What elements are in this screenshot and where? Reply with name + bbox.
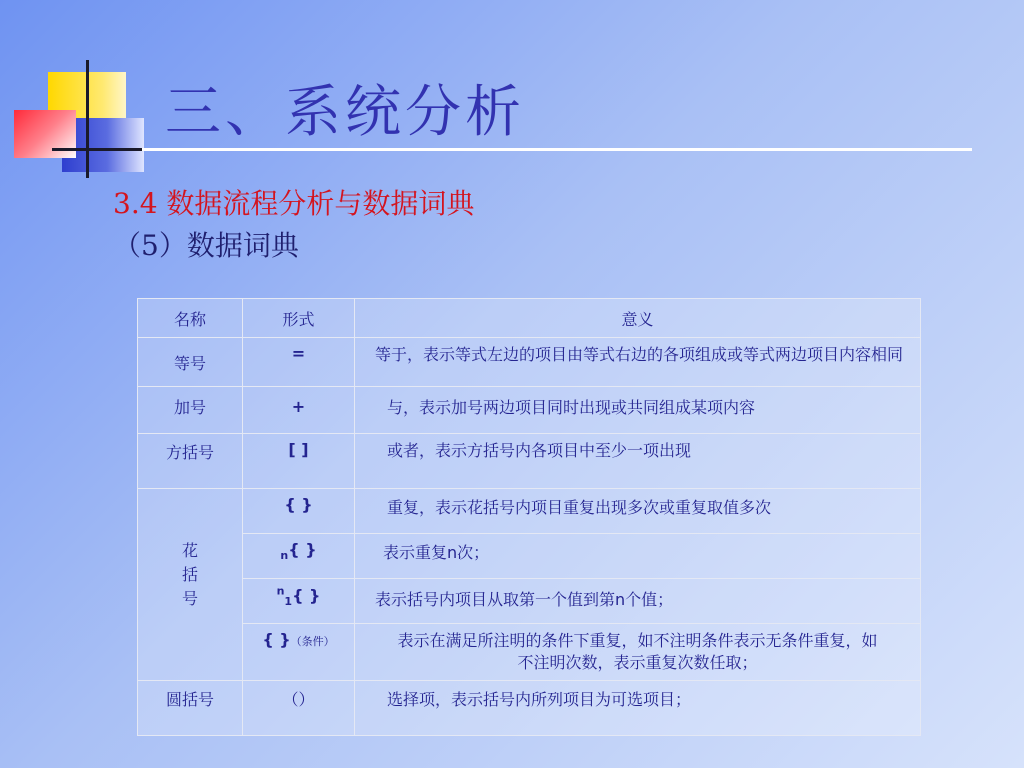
table-row bbox=[138, 338, 921, 387]
cell-meaning: 表示重复n次； bbox=[355, 534, 921, 579]
title-underline bbox=[142, 148, 972, 151]
cell-name-curly-braces: 花 括 号 bbox=[138, 489, 243, 681]
cell-form: [ ] bbox=[243, 434, 355, 489]
cell-meaning: 与，表示加号两边项目同时出现或共同组成某项内容 bbox=[355, 387, 921, 434]
table-row bbox=[138, 489, 921, 534]
cell-form: { } bbox=[243, 489, 355, 534]
cell-form: = bbox=[243, 338, 355, 387]
logo-horizontal-line bbox=[52, 148, 142, 151]
section-heading: 3.4 数据流程分析与数据词典 bbox=[113, 187, 475, 220]
table-row bbox=[138, 681, 921, 736]
table-row bbox=[138, 579, 921, 624]
cell-form bbox=[243, 534, 355, 579]
cell-meaning: 或者，表示方括号内各项目中至少一项出现 bbox=[355, 434, 921, 489]
cell-form bbox=[243, 624, 355, 681]
table-row bbox=[138, 624, 921, 681]
cell-name: 加号 bbox=[138, 387, 243, 434]
header-form: 形式 bbox=[243, 299, 355, 338]
cell-name: 圆括号 bbox=[138, 681, 243, 736]
cell-meaning: 表示括号内项目从取第一个值到第n个值； bbox=[355, 579, 921, 624]
logo-vertical-line bbox=[86, 60, 89, 178]
table-header-row bbox=[138, 299, 921, 338]
cell-name: 方括号 bbox=[138, 434, 243, 489]
table-row bbox=[138, 534, 921, 579]
slide-title: 三、系统分析 bbox=[165, 80, 525, 145]
data-dictionary-table bbox=[137, 298, 921, 736]
table-row bbox=[138, 434, 921, 489]
cell-form: （） bbox=[243, 681, 355, 736]
cell-meaning: 选择项，表示括号内所列项目为可选项目； bbox=[355, 681, 921, 736]
subsection-heading: （5）数据词典 bbox=[113, 229, 299, 262]
form-notation: { }（条件） bbox=[262, 630, 335, 649]
header-name: 名称 bbox=[138, 299, 243, 338]
cell-form: + bbox=[243, 387, 355, 434]
form-notation: $_n${ } bbox=[280, 540, 317, 563]
cell-name: 等号 bbox=[138, 338, 243, 387]
form-notation: $^n_1${ } bbox=[276, 585, 321, 609]
cell-meaning: 表示在满足所注明的条件下重复，如不注明条件表示无条件重复，如不注明次数，表示重复次数任取； bbox=[355, 624, 921, 681]
cell-meaning: 重复，表示花括号内项目重复出现多次或重复取值多次 bbox=[355, 489, 921, 534]
cell-form bbox=[243, 579, 355, 624]
header-meaning: 意义 bbox=[355, 299, 921, 338]
table-row bbox=[138, 387, 921, 434]
cell-meaning: 等于，表示等式左边的项目由等式右边的各项组成或等式两边项目内容相同 bbox=[355, 338, 921, 387]
